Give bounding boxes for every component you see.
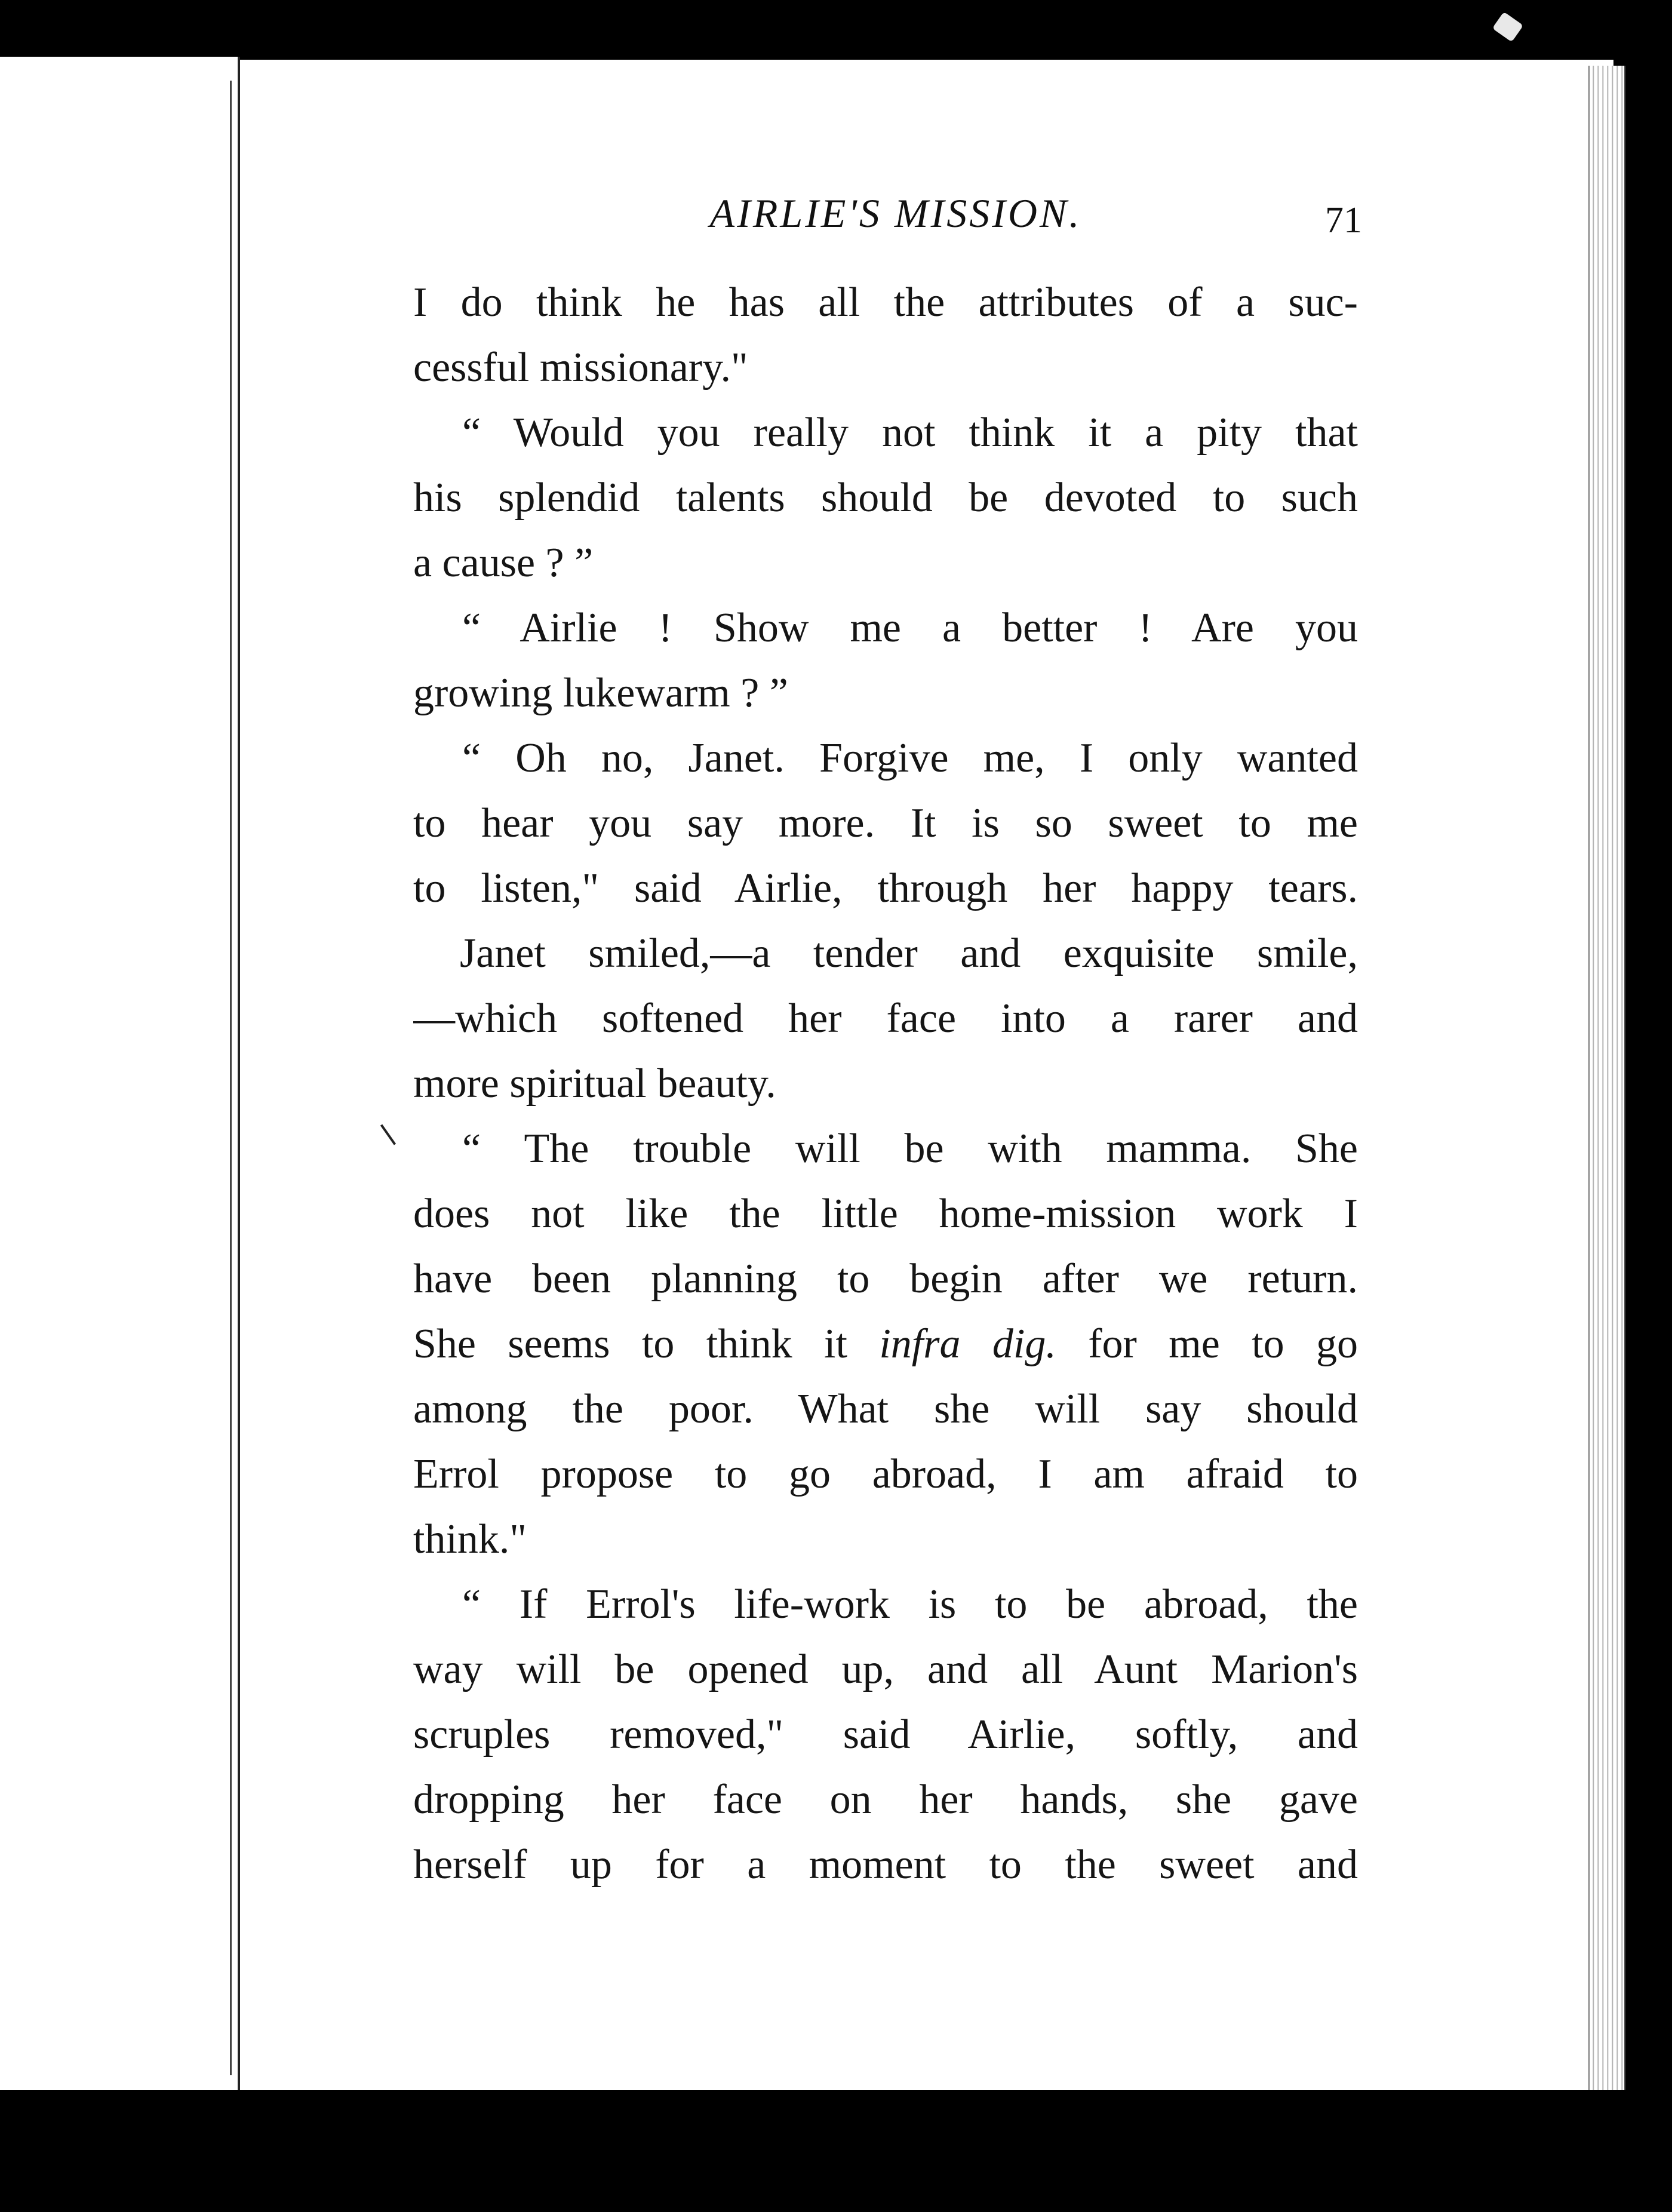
left-page-edge <box>0 57 240 2099</box>
text-line: “ If Errol's life-work is to be abroad, the <box>462 1581 1358 1627</box>
text-line: have been planning to begin after we return. <box>413 1256 1358 1302</box>
text-line: scruples removed," said Airlie, softly, and <box>413 1712 1358 1758</box>
text-line: to hear you say more. It is so sweet to me <box>413 800 1358 846</box>
text-line: cessful missionary." <box>413 345 748 391</box>
scan-background-top <box>0 0 1672 63</box>
body-text <box>413 270 1358 1897</box>
text-line: more spiritual beauty. <box>413 1061 776 1107</box>
text-line: “ Oh no, Janet. Forgive me, I only wanted <box>462 735 1358 781</box>
scan-background-bottom <box>0 2090 1672 2212</box>
text-line: dropping her face on her hands, she gave <box>413 1777 1358 1823</box>
text-fragment: She seems to think it <box>413 1321 847 1367</box>
text-line: a cause ? ” <box>413 540 594 586</box>
text-line: his splendid talents should be devoted to such <box>413 475 1358 521</box>
text-line: herself up for a moment to the sweet and <box>413 1842 1358 1888</box>
text-line: growing lukewarm ? ” <box>413 670 788 716</box>
text-fragment: for me to go <box>1088 1321 1358 1367</box>
gutter-line <box>230 81 232 2075</box>
page-number: 71 <box>1325 200 1362 241</box>
text-line: “ Would you really not think it a pity that <box>462 410 1358 456</box>
running-head: AIRLIE'S MISSION. <box>709 191 1082 236</box>
text-line: —which softened her face into a rarer and <box>413 996 1358 1042</box>
page-stack-edge <box>1588 66 1625 2096</box>
text-line: think." <box>413 1516 527 1562</box>
text-line: way will be opened up, and all Aunt Marion's <box>413 1646 1358 1692</box>
italic-phrase: infra dig. <box>879 1321 1056 1367</box>
text-line: Janet smiled,—a tender and exquisite smile, <box>460 930 1358 976</box>
text-line: “ The trouble will be with mamma. She <box>462 1126 1358 1172</box>
text-line-with-italic <box>413 1311 1358 1377</box>
text-line: among the poor. What she will say should <box>413 1386 1358 1432</box>
text-line: to listen," said Airlie, through her happy tears. <box>413 865 1358 911</box>
text-line: does not like the little home-mission work I <box>413 1191 1358 1237</box>
text-line: “ Airlie ! Show me a better ! Are you <box>462 605 1358 651</box>
text-line: Errol propose to go abroad, I am afraid to <box>413 1451 1358 1497</box>
text-line: I do think he has all the attributes of a suc- <box>413 279 1358 325</box>
